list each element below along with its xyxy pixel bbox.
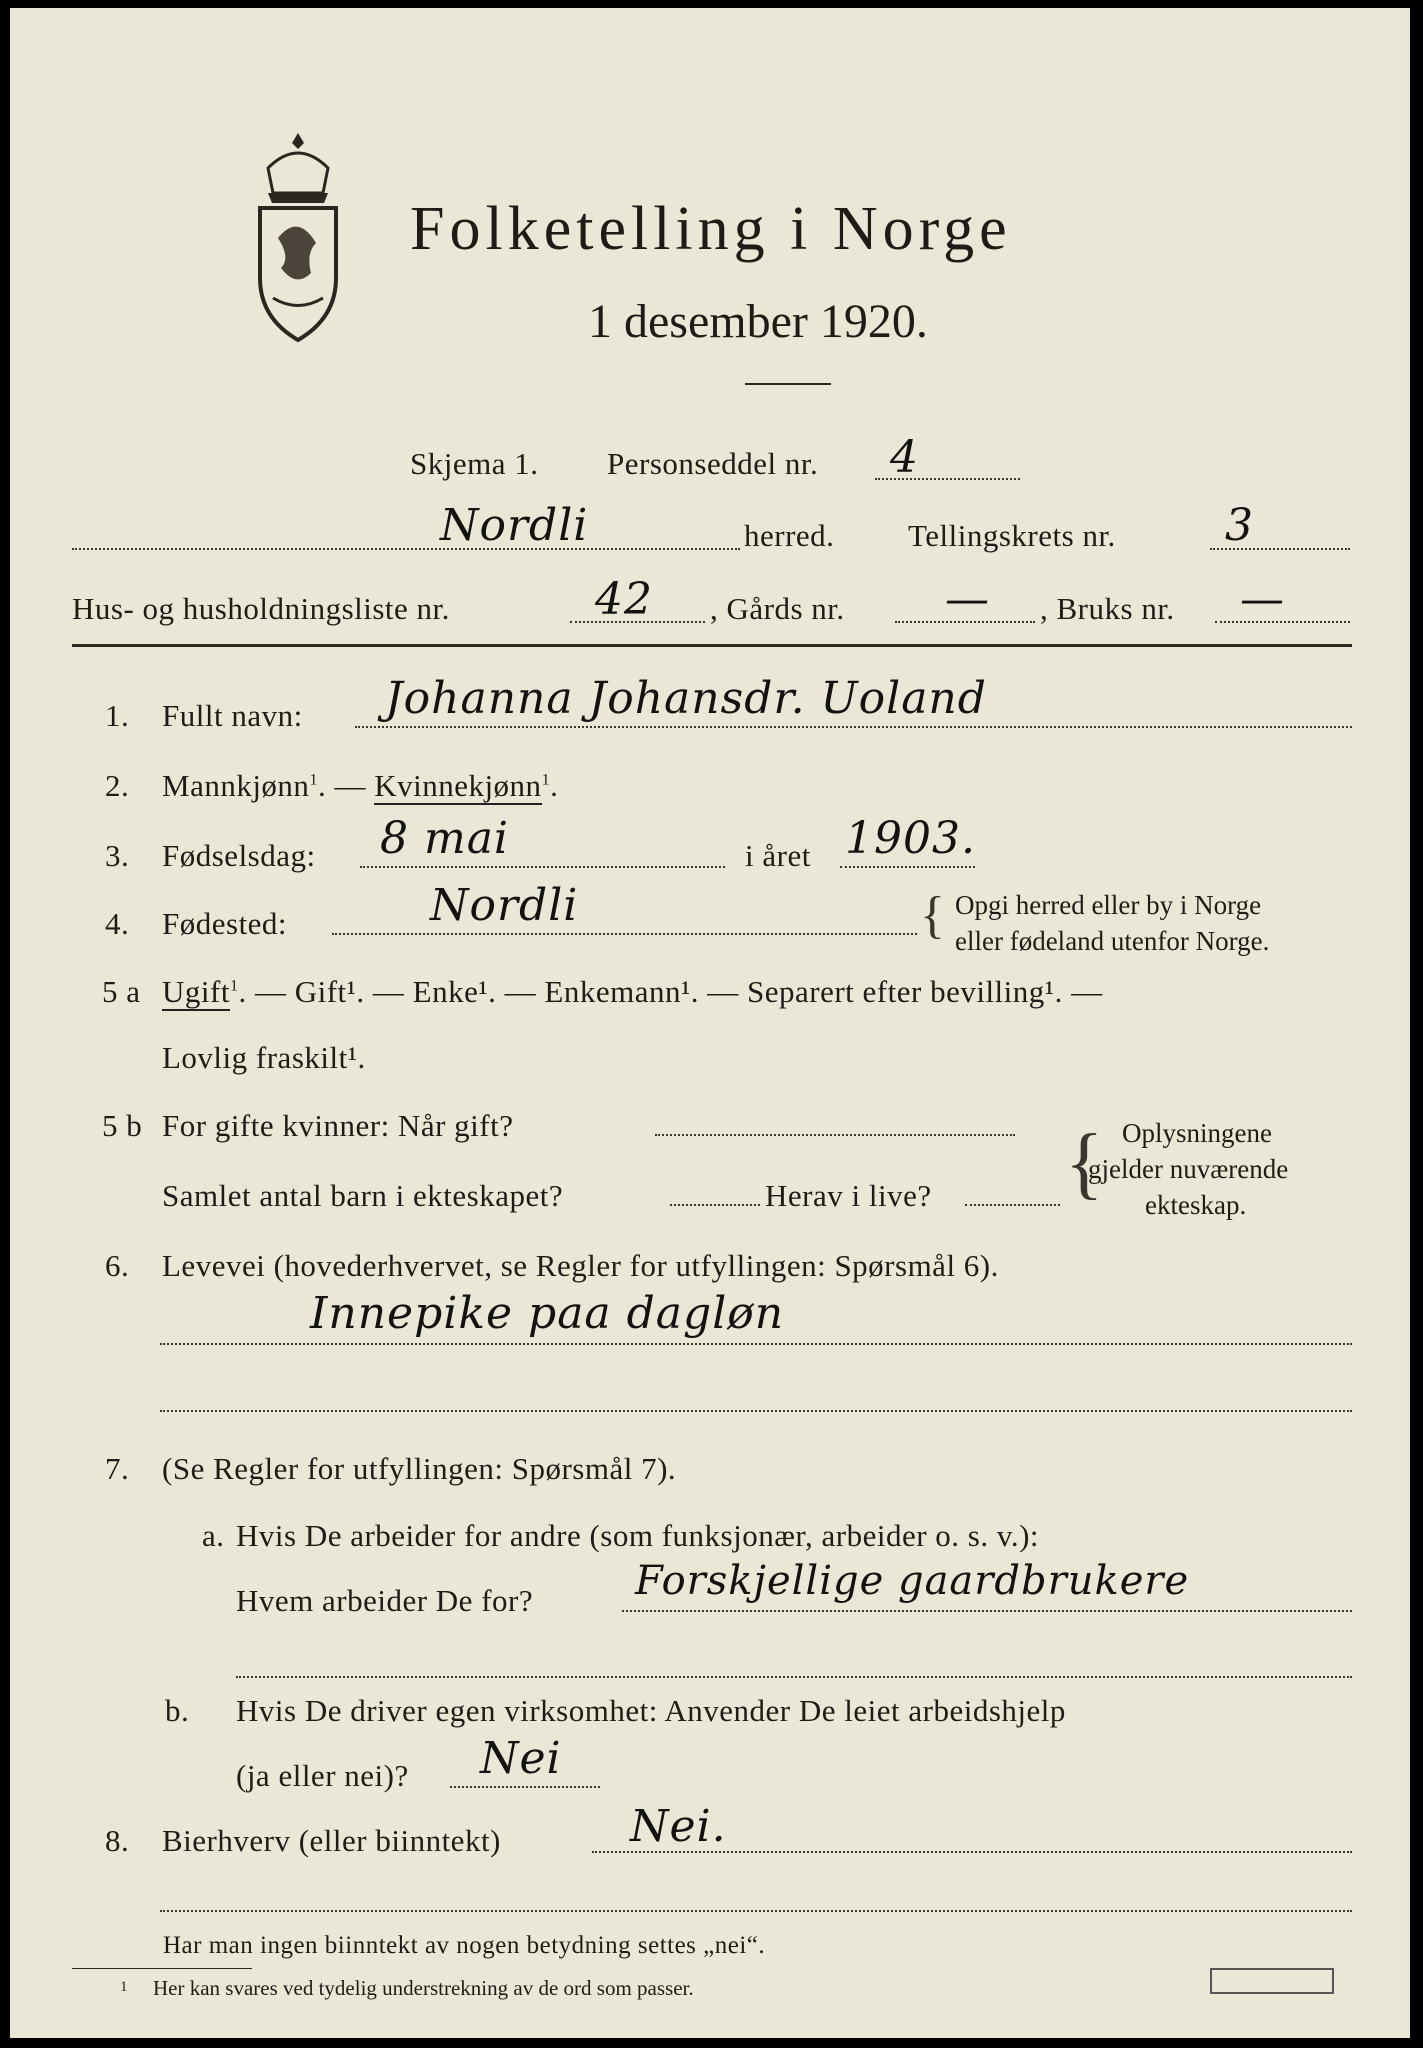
q3-label: Fødselsdag:: [162, 838, 316, 873]
q5b-line-3: [965, 1204, 1060, 1206]
q7a-value: Forskjellige gaardbrukere: [635, 1558, 1190, 1604]
q5a-row: Ugift$^1$. — Gift¹. — Enke¹. — Enkemann¹. — Separert efter bevilling¹. —: [162, 974, 1103, 1009]
q7b-label-2: (ja eller nei)?: [236, 1758, 409, 1793]
q7b-line: [450, 1786, 600, 1788]
q5a-line2: Lovlig fraskilt¹.: [162, 1040, 366, 1075]
q6-value: Innepike paa dagløn: [310, 1288, 785, 1339]
q1-label: Fullt navn:: [162, 698, 303, 733]
q3-year-label: i året: [745, 838, 811, 873]
q5b-line-2: [670, 1204, 760, 1206]
q7a-label-1: Hvis De arbeider for andre (som funksjonær, arbeider o. s. v.):: [236, 1518, 1040, 1553]
q7a-line: [622, 1610, 1352, 1612]
q5a-number: 5 a: [102, 974, 141, 1009]
q4-value: Nordli: [430, 880, 579, 931]
q4-number: 4.: [105, 906, 130, 941]
q2-number: 2.: [105, 768, 130, 803]
form-title: Folketelling i Norge: [410, 195, 1012, 263]
q4-brace: {: [920, 887, 945, 944]
q7b-value: Nei: [480, 1733, 562, 1784]
q5a-rest: . — Gift¹. — Enke¹. — Enkemann¹. — Separert efter bevilling¹. —: [238, 974, 1103, 1009]
herred-label: herred.: [744, 518, 835, 553]
q5b-line-1: [655, 1134, 1015, 1136]
q5b-brace: {: [1065, 1119, 1104, 1207]
q4-note-1: Opgi herred eller by i Norge: [955, 890, 1262, 920]
q1-number: 1.: [105, 698, 130, 733]
bruks-label: , Bruks nr.: [1040, 591, 1175, 626]
personseddel-value: 4: [890, 432, 919, 483]
q3-line: [360, 866, 725, 868]
coat-of-arms-icon: [238, 128, 358, 348]
title-divider: [745, 383, 831, 385]
header-divider: [72, 644, 1352, 647]
q7b-label-1: Hvis De driver egen virksomhet: Anvender De leiet arbeidshjelp: [236, 1693, 1066, 1728]
gards-value: —: [945, 574, 990, 625]
q6-line-1: [160, 1343, 1352, 1345]
personseddel-label: Personseddel nr.: [607, 446, 819, 481]
q5b-number: 5 b: [102, 1108, 143, 1143]
q1-value: Johanna Johansdr. Uoland: [385, 673, 987, 724]
q5b-note-3: ekteskap.: [1145, 1190, 1247, 1220]
census-form: [10, 8, 1410, 2038]
q8-number: 8.: [105, 1823, 130, 1858]
q5b-label-1: For gifte kvinner: Når gift?: [162, 1108, 514, 1143]
gards-label: , Gårds nr.: [710, 591, 845, 626]
tellingskrets-value: 3: [1225, 500, 1254, 551]
q2-row: Mannkjønn$^1$. — Kvinnekjønn$^1$.: [162, 768, 559, 803]
q7-label: (Se Regler for utfyllingen: Spørsmål 7).: [162, 1451, 677, 1486]
q6-label: Levevei (hovederhvervet, se Regler for utfyllingen: Spørsmål 6).: [162, 1248, 999, 1283]
q7a-line-2: [236, 1676, 1352, 1678]
q4-label: Fødested:: [162, 906, 288, 941]
q2-kvinne: Kvinnekjønn: [374, 768, 542, 803]
bruks-value: —: [1240, 574, 1285, 625]
herred-line: [72, 548, 740, 550]
skjema-label: Skjema 1.: [410, 446, 539, 481]
footnote-divider: [72, 1968, 252, 1969]
q8-label: Bierhverv (eller biinntekt): [162, 1823, 501, 1858]
q1-line: [355, 726, 1352, 728]
q5b-note-2: gjelder nuværende: [1088, 1154, 1289, 1184]
q5b-label-2: Samlet antal barn i ekteskapet?: [162, 1178, 564, 1213]
q8-value: Nei.: [630, 1801, 727, 1852]
q4-note-2: eller fødeland utenfor Norge.: [955, 926, 1270, 956]
tellingskrets-label: Tellingskrets nr.: [908, 518, 1116, 553]
q8-line-2: [160, 1910, 1352, 1912]
q6-line-2: [160, 1410, 1352, 1412]
q3-number: 3.: [105, 838, 130, 873]
q5a-ugift: Ugift: [162, 974, 230, 1009]
footnote-text: Her kan svares ved tydelig understrekning av de ord som passer.: [153, 1976, 694, 2000]
q2-end: .: [550, 768, 559, 803]
q3-year-line: [840, 866, 975, 868]
q6-number: 6.: [105, 1248, 130, 1283]
q7b-number: b.: [165, 1693, 190, 1728]
q5b-note-1: Oplysningene: [1122, 1118, 1272, 1148]
footnote-mark: 1: [120, 1979, 128, 1995]
q7a-label-2: Hvem arbeider De for?: [236, 1583, 534, 1618]
q3-value: 8 mai: [380, 813, 510, 864]
footer-note: Har man ingen biinntekt av nogen betydning settes „nei“.: [163, 1932, 766, 1959]
form-date: 1 desember 1920.: [588, 295, 928, 348]
hus-value: 42: [595, 574, 653, 625]
q3-year-value: 1903.: [845, 813, 976, 864]
q7-number: 7.: [105, 1451, 130, 1486]
q2-mann: Mannkjønn: [162, 768, 310, 803]
q4-line: [332, 933, 917, 935]
q2-dash: . —: [317, 768, 366, 803]
hus-label: Hus- og husholdningsliste nr.: [72, 591, 450, 626]
printer-stamp: [1210, 1968, 1334, 1994]
q7a-number: a.: [202, 1518, 225, 1553]
herred-value: Nordli: [440, 500, 589, 551]
q5b-label-3: Herav i live?: [765, 1178, 932, 1213]
